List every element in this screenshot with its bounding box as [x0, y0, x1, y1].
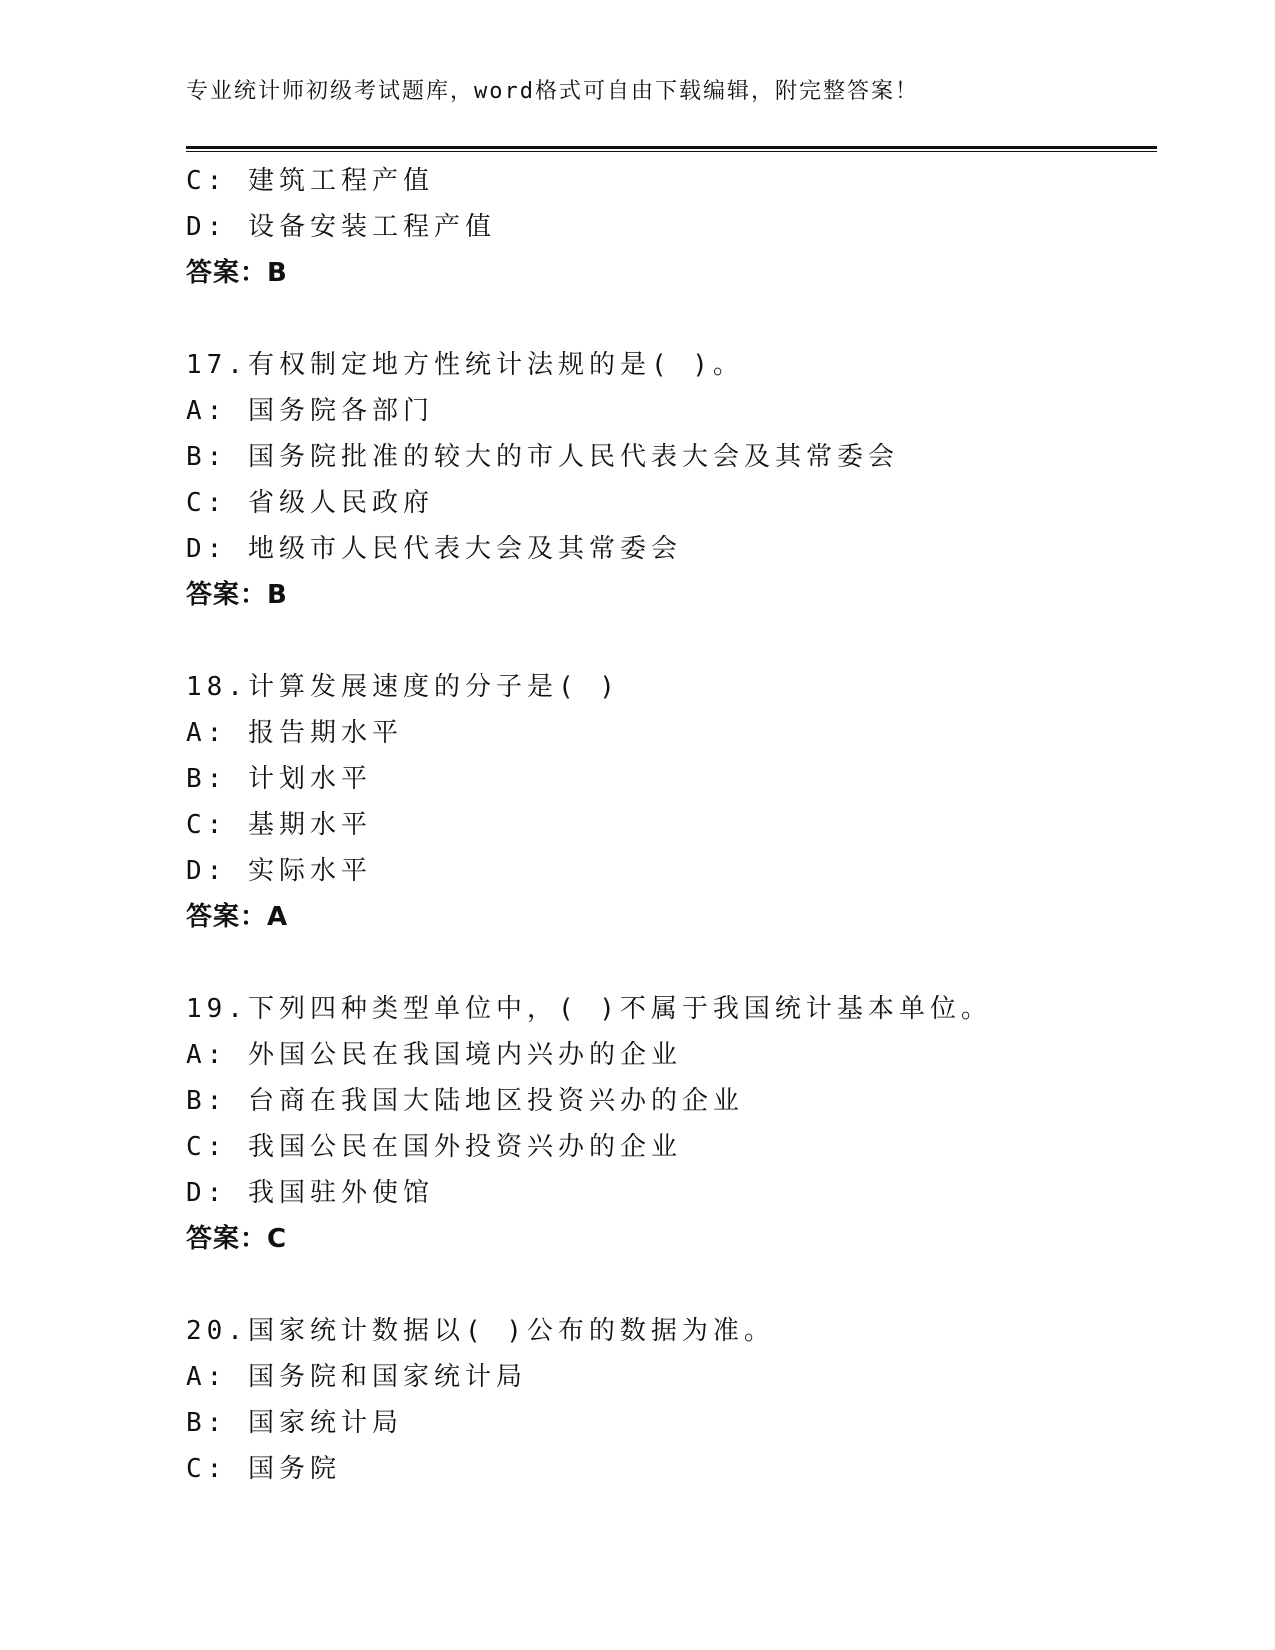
option-c: C: 我国公民在国外投资兴办的企业 [186, 1132, 682, 1162]
spacer [186, 618, 1166, 664]
option-c: C: 建筑工程产值 [186, 166, 434, 196]
spacer [186, 296, 1166, 342]
header-rule-thick [186, 146, 1157, 149]
answer-label: 答案：B [186, 258, 288, 288]
option-a: A: 外国公民在我国境内兴办的企业 [186, 1040, 682, 1070]
option-a: A: 国务院各部门 [186, 396, 434, 426]
question-title: 18.计算发展速度的分子是( ) [186, 672, 620, 702]
spacer [186, 1262, 1166, 1308]
header-rule-thin [186, 151, 1157, 152]
option-d: D: 地级市人民代表大会及其常委会 [186, 534, 682, 564]
spacer [186, 940, 1166, 986]
option-d: D: 实际水平 [186, 856, 372, 886]
question-title: 17.有权制定地方性统计法规的是( )。 [186, 350, 744, 380]
option-c: C: 省级人民政府 [186, 488, 434, 518]
question-title: 20.国家统计数据以( )公布的数据为准。 [186, 1316, 775, 1346]
option-c: C: 基期水平 [186, 810, 372, 840]
option-b: B: 计划水平 [186, 764, 372, 794]
answer-label: 答案：C [186, 1224, 288, 1254]
document-body [186, 158, 1166, 1492]
question-title: 19.下列四种类型单位中，( )不属于我国统计基本单位。 [186, 994, 992, 1024]
option-c: C: 国务院 [186, 1454, 341, 1484]
option-b: B: 台商在我国大陆地区投资兴办的企业 [186, 1086, 744, 1116]
option-d: D: 设备安装工程产值 [186, 212, 496, 242]
option-a: A: 国务院和国家统计局 [186, 1362, 527, 1392]
option-b: B: 国务院批准的较大的市人民代表大会及其常委会 [186, 442, 899, 472]
option-d: D: 我国驻外使馆 [186, 1178, 434, 1208]
option-b: B: 国家统计局 [186, 1408, 403, 1438]
option-a: A: 报告期水平 [186, 718, 403, 748]
page-header: 专业统计师初级考试题库，word格式可自由下载编辑，附完整答案！ [186, 79, 919, 104]
answer-label: 答案：B [186, 580, 288, 610]
answer-label: 答案：A [186, 902, 289, 932]
